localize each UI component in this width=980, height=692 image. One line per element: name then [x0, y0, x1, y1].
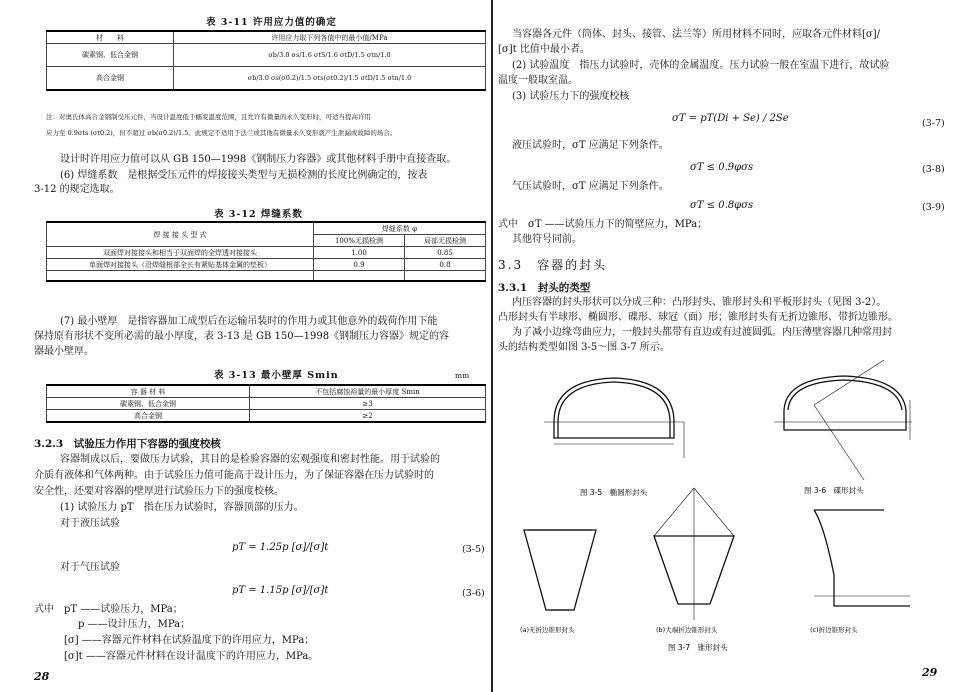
table-unit: mm — [455, 371, 470, 380]
section-title: 3.3 容器的封头 — [498, 258, 608, 272]
table-cell: 碳素钢、低合金钢 — [47, 398, 250, 410]
paragraph: 液压试验时，σT 应满足下列条件。 — [512, 140, 669, 151]
figure-caption: 图 3-6 碟形封头 — [804, 486, 864, 495]
table-header: 100%无损检测 — [314, 235, 405, 247]
subsection-heading: 3.3.1 封头的类型 — [498, 282, 591, 294]
paragraph: (6) 焊缝系数 是根据受压元件的焊接接头类型与无损检测的长度比例确定的，按表 — [60, 170, 428, 181]
table-cell: 高合金钢 — [47, 410, 250, 423]
figure-subcaption: (b)大端折边锥形封头 — [656, 626, 718, 634]
page-number: 28 — [34, 670, 50, 683]
table-3-11-caption: 表 3-11 许用应力值的确定 — [206, 17, 337, 28]
paragraph: 其他符号同前。 — [512, 234, 582, 245]
section-heading: 3.2.3 试验压力作用下容器的强度校核 — [34, 438, 221, 450]
paragraph: 保持原有形状不变所必需的最小厚度，表 3-13 是 GB 150—1998《钢制压力容器》规定的容 — [34, 331, 450, 342]
symbol-definition: p ——设计压力，MPa； — [78, 619, 191, 630]
table-cell: ≥3 — [250, 398, 486, 410]
paragraph: 安全性，还要对容器的壁厚进行试验压力下的强度校核。 — [34, 486, 284, 497]
table-cell: 碳素钢、低合金钢 — [47, 44, 174, 67]
paragraph: (1) 试验压力 pT 指在压力试验时，容器顶部的压力。 — [60, 502, 304, 513]
table-cell: 0.85 — [404, 247, 485, 259]
symbol-definition: [σ] ——容器元件材料在试验温度下的许用应力，MPa； — [64, 635, 315, 646]
equation-number: (3-9) — [922, 202, 945, 213]
table-header: 容 器 材 料 — [47, 385, 250, 398]
table-header: 材 料 — [47, 31, 174, 44]
table-header: 焊缝系数 φ — [314, 222, 486, 235]
paragraph: 设计时许用应力值可以从 GB 150—1998《钢制压力容器》或其他材料手册中直接查取。 — [60, 154, 457, 165]
equation-number: (3-5) — [462, 544, 485, 555]
figures-svg — [514, 360, 974, 672]
paragraph: 内压容器的封头形状可以分成三种：凸形封头、锥形封头和平板形封头（见图 3-2）。 — [512, 297, 887, 308]
paragraph: 3-12 的规定选取。 — [34, 184, 120, 195]
figure-subcaption: (c)折边锥形封头 — [810, 626, 858, 634]
equation: pT = 1.25p [σ]/[σ]t — [232, 542, 329, 553]
symbol-definition: 式中 σT ——试验压力下的简壁应力，MPa； — [498, 219, 708, 230]
ellipsoidal-head-drawing — [554, 378, 674, 438]
paragraph: 对于气压试验 — [60, 562, 120, 573]
symbol-definition: [σ]t ——容器元件材料在设计温度下的许用应力，MPa。 — [64, 651, 319, 662]
paragraph: (7) 最小壁厚 是指容器加工成型后在运输吊装时的作用力或其他意外的载荷作用下能 — [60, 316, 438, 327]
paragraph: 头的结构类型如图 3-5～图 3-7 所示。 — [498, 342, 670, 353]
paragraph: 气压试验时，σT 应满足下列条件。 — [512, 181, 669, 192]
table-header: 许用应力取下列各值中的最小值/MPa — [174, 31, 486, 44]
equation: σT ≤ 0.8φσs — [690, 200, 754, 211]
table-cell: 0.8 — [404, 259, 485, 271]
equation: pT = 1.15p [σ]/[σ]t — [232, 585, 329, 596]
cone-head-a-drawing — [524, 530, 596, 610]
table-note: 注：对奥氏体高合金钢制受压元件，当设计温度低于蠕变温度范围，且允许有微量的永久变形时，可适当提高许用 — [46, 113, 371, 121]
equation: σT = pT(Di + Se) / 2Se — [672, 113, 789, 124]
table-3-12 — [46, 221, 486, 282]
table-header: 焊 接 接 头 型 式 — [47, 222, 314, 247]
paragraph: 器最小壁厚。 — [34, 346, 94, 357]
table-header: 局部无损检测 — [404, 235, 485, 247]
cone-head-c-drawing — [814, 510, 910, 606]
table-cell: 1.00 — [314, 247, 405, 259]
table-cell: 双面焊对接接头和相当于双面焊的全焊透对接接头 — [47, 247, 314, 259]
table-cell: ≥2 — [250, 410, 486, 423]
equation-number: (3-7) — [922, 118, 945, 129]
paragraph: 当容器各元件（筒体、封头、接管、法兰等）所用材料不同时，应取各元件材料[σ]/ — [512, 29, 880, 40]
figure-caption: 图 3-5 椭圆形封头 — [580, 488, 648, 497]
paragraph: 凸形封头有半球形、椭圆形、碟形、球冠（面）形；锥形封头有无折边锥形、带折边锥形。 — [498, 312, 898, 323]
paragraph: [σ]t 比值中最小者。 — [498, 44, 590, 55]
paragraph: 温度一般取室温。 — [498, 75, 578, 86]
figure-caption: 图 3-7 锥形封头 — [668, 643, 728, 652]
right-page — [494, 0, 980, 692]
equation-number: (3-6) — [462, 588, 485, 599]
equation-number: (3-8) — [922, 164, 945, 175]
table-cell: 高合金钢 — [47, 67, 174, 91]
table-3-13-caption: 表 3-13 最小壁厚 Smin — [214, 370, 339, 381]
table-cell: 单面焊对接接头（沿焊缝根部全长有紧贴基体金属的垫板） — [47, 259, 314, 271]
page-divider — [491, 0, 493, 692]
table-cell: σb/3.0 σs(σ0.2)/1.5 σts(σt0.2)/1.5 σtD/1.5 σtn/1.0 — [174, 67, 486, 91]
paragraph: (2) 试验温度 指压力试验时，壳体的金属温度。压力试验一般在室温下进行，故试验 — [512, 60, 890, 71]
table-header: 不包括腐蚀裕量的最小厚度 Smin — [250, 385, 486, 398]
paragraph: (3) 试验压力下的强度校核 — [512, 91, 630, 102]
paragraph: 对于液压试验 — [60, 518, 120, 529]
table-note: 应力至 0.9σts (σt0.2)，但不超过 σb(σ0.2)/1.5。此规定不适用于法兰或其他有微量永久变形就产生泄漏或故障的场合。 — [46, 129, 397, 137]
paragraph: 容器制成以后，要做压力试验，其目的是检验容器的宏观强度和密封性能。用于试验的 — [60, 454, 440, 465]
paragraph: 介质有液体和气体两种。由于试验压力值可能高于设计压力，为了保证容器在压力试验时的 — [34, 470, 434, 481]
table-3-12-caption: 表 3-12 焊缝系数 — [214, 209, 303, 220]
figure-subcaption: (a)无折边锥形封头 — [520, 626, 575, 634]
table-3-13 — [46, 384, 486, 423]
table-3-11 — [46, 30, 486, 91]
equation: σT ≤ 0.9φσs — [690, 162, 754, 173]
page-number: 29 — [922, 666, 938, 679]
symbol-definition: 式中 pT ——试验压力，MPa； — [34, 604, 183, 615]
paragraph: 为了减小边缘弯曲应力，一般封头都带有直边或有过渡圆弧。内压薄壁容器几种常用封 — [512, 327, 892, 338]
table-cell: σb/3.0 σs/1.6 σtS/1.6 σtD/1.5 σtn/1.0 — [174, 44, 486, 67]
table-cell: 0.9 — [314, 259, 405, 271]
